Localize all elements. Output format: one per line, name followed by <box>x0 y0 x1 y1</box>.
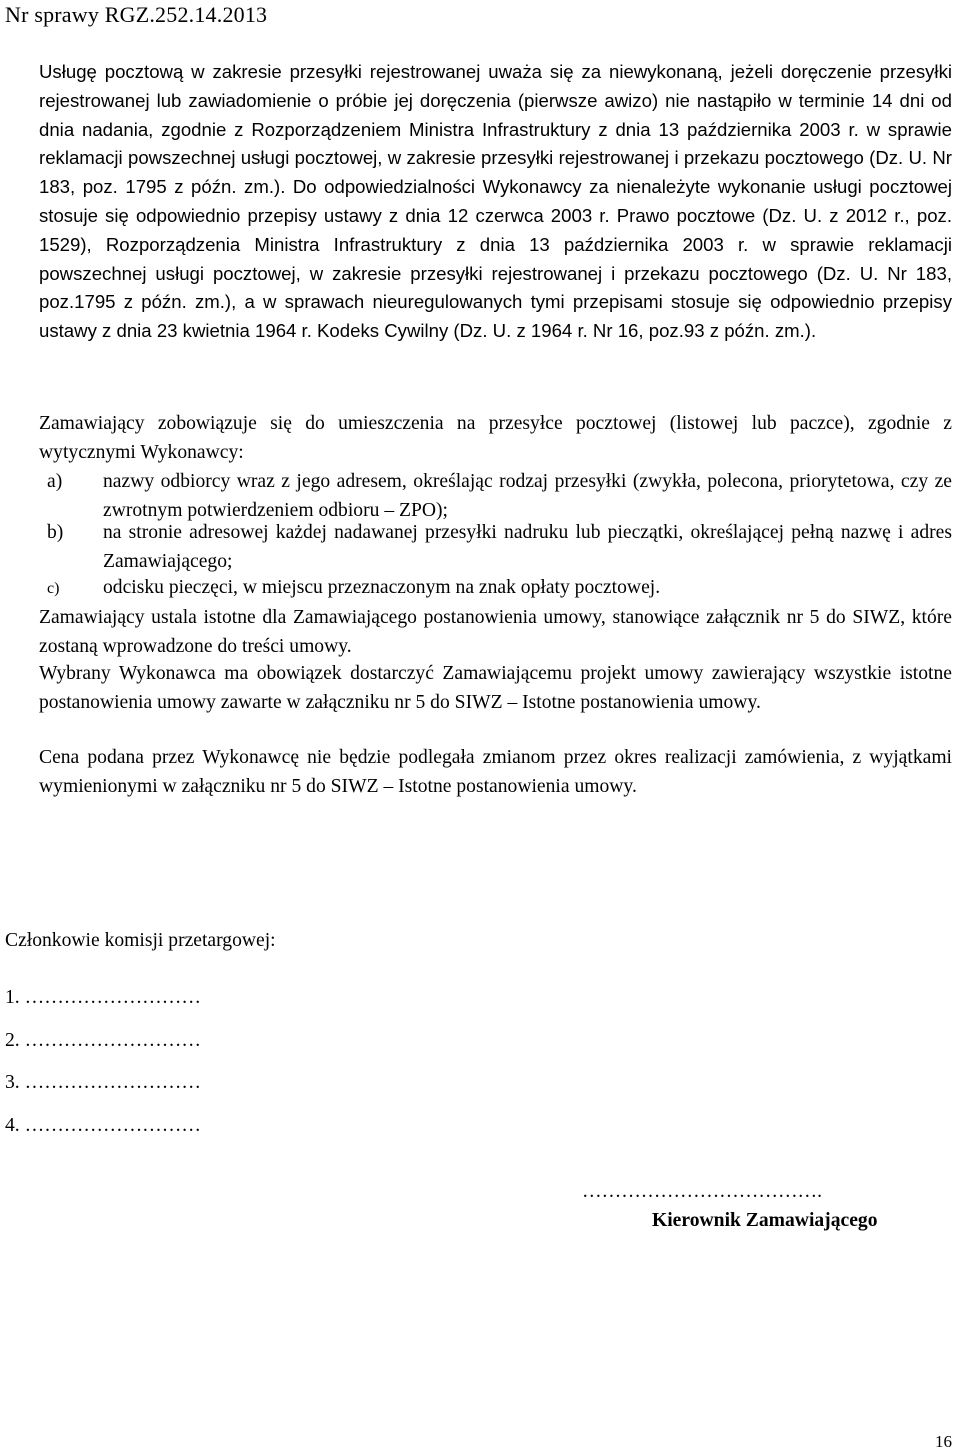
list-item-b-text: na stronie adresowej każdej nadawanej przesyłki nadruku lub pieczątki, określającej pełną nazwę i adres Zamawiającego; <box>103 522 952 572</box>
paragraph-22-text: Zamawiający ustala istotne dla Zamawiającego postanowienia umowy, stanowiące załącznik nr 5 do SIWZ, które zostaną wprowadzone do treści umowy. <box>39 607 952 657</box>
committee-line-4: 4. ……………………… <box>5 1115 201 1136</box>
list-item-b-label: b) <box>47 522 64 543</box>
paragraph-20-number <box>5 58 39 87</box>
paragraph-23-number <box>5 660 39 689</box>
list-item-a-text: nazwy odbiorcy wraz z jego adresem, określając rodzaj przesyłki (zwykła, polecona, priorytetowa, czy ze zwrotnym potwierdzeniem odbioru – ZPO); <box>103 471 952 521</box>
case-number-header: Nr sprawy RGZ.252.14.2013 <box>5 2 268 27</box>
paragraph-21 <box>5 410 952 468</box>
list-item-c <box>47 574 952 604</box>
committee-title: Członkowie komisji przetargowej: <box>5 930 276 951</box>
signature-label: Kierownik Zamawiającego <box>652 1210 878 1231</box>
list-item-b <box>47 519 952 577</box>
paragraph-21-text: Zamawiający zobowiązuje się do umieszczenia na przesyłce pocztowej (listowej lub paczce), zgodnie z wytycznymi Wykonawcy: <box>39 413 952 463</box>
paragraph-22-number <box>5 604 39 633</box>
committee-line-1: 1. ……………………… <box>5 987 201 1008</box>
page-number: 16 <box>935 1432 952 1451</box>
signature-line: ………………………………. <box>582 1181 823 1202</box>
paragraph-24 <box>5 744 952 802</box>
paragraph-24-text: Cena podana przez Wykonawcę nie będzie podlegała zmianom przez okres realizacji zamówienia, z wyjątkami wymienionymi w załączniku nr 5 do SIWZ – Istotne postanowienia umowy. <box>39 747 952 797</box>
paragraph-20-text: Usługę pocztową w zakresie przesyłki rejestrowanej uważa się za niewykonaną, jeżeli doręczenie przesyłki rejestrowanej lub zawiadomienie o próbie jej doręczenia (pierwsze awizo) nie nastąpiło w terminie 14 dni od dnia nadania, zgodnie z Rozporządzeniem Ministra Infrastruktury z dnia 13 października 2003 r. w sprawie reklamacji powszechnej usługi pocztowej, w zakresie przesyłki rejestrowanej i przekazu pocztowego (Dz. U. Nr 183, poz. 1795 z późn. zm.). Do odpowiedzialności Wykonawcy za nienależyte wykonanie usługi pocztowej stosuje się odpowiednio przepisy ustawy z dnia 12 czerwca 2003 r. Prawo pocztowe (Dz. U. z 2012 r., poz. 1529), Rozporządzenia Ministra Infrastruktury z dnia 13 października 2003 r. w sprawie reklamacji powszechnej usługi pocztowej, w zakresie przesyłki rejestrowanej i przekazu pocztowego (Dz. U. Nr 183, poz.1795 z późn. zm.), a w sprawach nieuregulowanych tymi przepisami stosuje się odpowiednio przepisy ustawy z dnia 23 kwietnia 1964 r. Kodeks Cywilny (Dz. U. z 1964 r. Nr 16, poz.93 z późn. zm.). <box>39 61 952 342</box>
paragraph-22 <box>5 604 952 662</box>
list-item-a <box>47 468 952 526</box>
committee-line-2: 2. ……………………… <box>5 1030 201 1051</box>
paragraph-23-text: Wybrany Wykonawca ma obowiązek dostarczyć Zamawiającemu projekt umowy zawierający wszystkie istotne postanowienia umowy zawarte w załączniku nr 5 do SIWZ – Istotne postanowienia umowy. <box>39 663 952 713</box>
paragraph-23 <box>5 660 952 718</box>
list-item-c-text: odcisku pieczęci, w miejscu przeznaczonym na znak opłaty pocztowej. <box>103 577 661 598</box>
paragraph-20 <box>5 58 952 346</box>
list-item-c-label: c) <box>47 580 60 597</box>
paragraph-24-number <box>5 744 39 773</box>
committee-line-3: 3. ……………………… <box>5 1072 201 1093</box>
paragraph-21-number <box>5 410 39 439</box>
list-item-a-label: a) <box>47 471 63 492</box>
